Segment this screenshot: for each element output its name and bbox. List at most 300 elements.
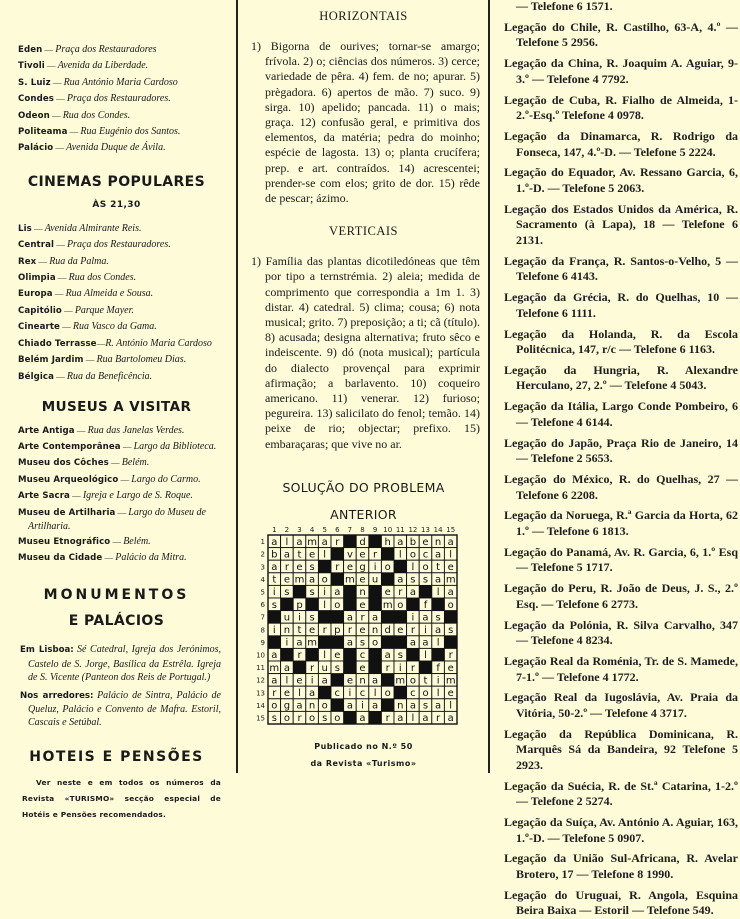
grid-black-cell <box>306 598 319 611</box>
grid-letter: m <box>269 662 280 674</box>
section-heading: MONUMENTOS <box>43 587 190 604</box>
grid-letter: i <box>323 587 327 599</box>
grid-letter: l <box>285 536 289 548</box>
grid-black-cell <box>281 648 294 661</box>
legacao-entry: Legação da Polónia, R. Silva Carvalho, 347 — Telefone 4 8234. <box>504 617 738 648</box>
grid-black-cell <box>444 611 457 624</box>
grid-letter: u <box>371 574 379 586</box>
grid-letter: r <box>284 562 289 574</box>
grid-col-number: 2 <box>284 526 290 534</box>
grid-letter: s <box>271 713 277 725</box>
grid-black-cell <box>344 711 357 724</box>
grid-col-number: 13 <box>421 526 430 534</box>
grid-letter: e <box>359 599 366 611</box>
grid-letter: r <box>297 650 302 662</box>
list-item: Bélgica — Rua da Beneficência. <box>18 370 153 382</box>
grid-letter: a <box>271 675 278 687</box>
grid-letter: o <box>409 675 416 687</box>
grid-letter: c <box>410 688 416 700</box>
grid-letter: l <box>323 650 327 662</box>
grid-letter: a <box>346 700 353 712</box>
grid-letter: a <box>409 637 416 649</box>
session-time: ÀS 21,30 <box>92 199 141 210</box>
legacao-entry: Legação da Holanda, R. da Escola Politécnica, 147, r/c — Telefone 6 1163. <box>504 326 738 357</box>
list-item: Condes — Praça dos Restauradores. <box>18 93 171 105</box>
solucao-heading: ANTERIOR <box>330 506 397 522</box>
grid-letter: r <box>335 562 340 574</box>
list-item: Olimpia — Rua dos Condes. <box>18 272 137 284</box>
grid-letter: t <box>272 574 277 586</box>
legacao-entry: Legação do Uruguai, R. Angola, Esquina Beira Baixa — Estoril — Telefone 549. <box>504 887 738 918</box>
grid-row-number: 11 <box>256 664 265 673</box>
grid-letter: l <box>298 688 301 700</box>
grid-letter: e <box>283 688 290 700</box>
grid-letter: a <box>435 574 442 586</box>
legacao-entry: Legação da Grécia, R. do Quelhas, 10 — Telefone 6 1111. <box>504 290 738 320</box>
grid-letter: a <box>309 574 316 586</box>
grid-letter: a <box>409 700 416 712</box>
grid-row-number: 2 <box>260 550 265 559</box>
legacao-entry: Legação da República Dominicana, R. Marquês Sá da Bandeira, 92 Telefone 5 2923. <box>504 726 738 772</box>
grid-letter: i <box>310 675 314 687</box>
list-item: Arte Contemporânea — Largo da Biblioteca. <box>18 441 217 453</box>
grid-black-cell <box>432 648 445 661</box>
list-item: S. Luiz — Rua António Maria Cardoso <box>18 76 178 88</box>
list-item: Rex — Rua da Palma. <box>18 255 109 267</box>
grid-letter: n <box>308 700 316 712</box>
grid-letter: r <box>360 612 365 624</box>
legacao-entry: Legação da Noruega, R.ª Garcia da Horta, 62 1.º — Telefone 6 1813. <box>504 508 738 538</box>
list-item: Museu Arqueológico — Largo do Carmo. <box>18 473 201 485</box>
grid-letter: e <box>283 574 290 586</box>
list-item: Belém Jardim — Rua Bartolomeu Dias. <box>18 354 187 366</box>
grid-letter: a <box>447 536 454 548</box>
list-item: Capitólio — Parque Mayer. <box>18 304 134 316</box>
grid-letter: r <box>448 650 453 662</box>
grid-black-cell <box>318 636 331 649</box>
grid-black-cell <box>344 661 357 674</box>
grid-letter: t <box>297 625 302 637</box>
grid-letter: i <box>298 612 301 624</box>
grid-letter: r <box>410 662 415 674</box>
grid-letter: p <box>334 625 341 637</box>
grid-letter: e <box>359 574 366 586</box>
grid-letter: r <box>335 536 340 548</box>
grid-letter: t <box>436 562 441 574</box>
grid-letter: a <box>397 536 404 548</box>
grid-black-cell <box>381 611 394 624</box>
legacao-entry: Legação do Peru, R. João de Deus, J. S., 2.º Esq. — Telefone 6 2773. <box>504 581 738 611</box>
grid-letter: r <box>398 587 403 599</box>
list-item: Museu de Artilharia — Largo do Museu de Artilharia. <box>18 506 206 532</box>
grid-black-cell <box>268 611 281 624</box>
grid-row-number: 14 <box>256 701 265 710</box>
grid-col-number: 9 <box>372 526 378 534</box>
grid-letter: a <box>321 536 328 548</box>
grid-letter: u <box>321 662 328 674</box>
grid-letter: a <box>346 637 353 649</box>
grid-letter: p <box>296 599 303 611</box>
legacao-entry: Legação do Japão, Praça Rio de Janeiro, 14 — Telefone 2 5653. <box>504 435 738 466</box>
grid-letter: a <box>372 612 379 624</box>
grid-letter: b <box>271 549 278 561</box>
grid-letter: f <box>436 662 440 674</box>
grid-letter: c <box>359 650 366 662</box>
grid-letter: i <box>348 688 352 700</box>
grid-row-number: 13 <box>256 689 265 698</box>
grid-col-number: 4 <box>309 526 315 534</box>
grid-letter: o <box>384 688 391 700</box>
grid-letter: a <box>296 637 303 649</box>
grid-letter: a <box>372 700 379 712</box>
list-item: Eden — Praça dos Restauradores <box>18 44 157 55</box>
grid-letter: o <box>422 562 429 574</box>
grid-letter: o <box>309 713 316 725</box>
cinemas-list <box>0 42 233 157</box>
grid-letter: m <box>445 675 456 687</box>
grid-row-number: 9 <box>260 638 265 647</box>
grid-letter: l <box>398 549 402 561</box>
list-item: Museu da Cidade — Palácio da Mitra. <box>18 551 187 563</box>
grid-black-cell <box>419 585 432 598</box>
grid-letter: e <box>447 662 454 674</box>
grid-col-number: 10 <box>383 526 393 534</box>
grid-letter: i <box>272 587 276 599</box>
grid-letter: m <box>382 599 393 611</box>
grid-black-cell <box>344 585 357 598</box>
column-divider <box>488 0 490 773</box>
grid-black-cell <box>381 636 394 649</box>
grid-black-cell <box>306 648 319 661</box>
grid-black-cell <box>331 674 344 687</box>
grid-letter: o <box>447 599 454 611</box>
grid-letter: s <box>397 650 403 662</box>
grid-letter: s <box>448 625 454 637</box>
grid-black-cell <box>318 560 331 573</box>
grid-letter: a <box>296 700 303 712</box>
grid-letter: o <box>283 713 290 725</box>
grid-letter: e <box>296 675 303 687</box>
grid-letter: u <box>283 612 291 624</box>
grid-letter: e <box>397 625 404 637</box>
grid-row-number: 8 <box>260 626 265 635</box>
grid-black-cell <box>318 611 331 624</box>
monumentos-lisboa: Em Lisboa: Sé Catedral, Igreja dos Jerónimos, Castelo de S. Jorge, Basílica da Estrêla. Igreja de S. Vicente (Panteon dos Reis de Portugal.) <box>20 644 221 684</box>
grid-letter: r <box>322 625 327 637</box>
grid-letter: o <box>271 700 278 712</box>
grid-letter: i <box>361 700 364 712</box>
grid-letter: a <box>372 675 379 687</box>
grid-letter: a <box>283 662 290 674</box>
list-item: Museu Etnográfico — Belém. <box>18 535 151 547</box>
grid-black-cell <box>407 648 420 661</box>
grid-letter: r <box>385 662 390 674</box>
legacao-entry: Legação do Chile, R. Castilho, 63-A, 4.º — Telefone 5 2956. <box>504 19 738 50</box>
grid-letter: a <box>447 713 454 725</box>
horizontais-clues: 1) Bigorna de ourives; tornar-se amargo; frívola. 2) o; ciências dos números. 3) cerce; variedade de pêra. 4) fem. de no; apurar. 5) prègadora. 6) apertos de mão. 7) suco. 9) sirga. 10) apelido; pancada. 11) o mais; graça. 12) confusão geral, e primitiva dos elementos, da matéria; pedra do moinho; espécie de lagosta. 13) o; planta crucífera; prep. e art. contraídos. 14) acrescentei; prender-se com elos; grito de dor. 15) rêde de pescar; ázimo. <box>251 39 480 206</box>
grid-letter: m <box>445 574 456 586</box>
grid-black-cell <box>331 548 344 561</box>
grid-letter: e <box>384 587 391 599</box>
grid-row-number: 12 <box>256 676 265 685</box>
grid-row-number: 6 <box>260 601 265 610</box>
grid-letter: a <box>309 688 316 700</box>
grid-letter: i <box>272 625 276 637</box>
grid-black-cell <box>444 636 457 649</box>
crossword-grid-svg <box>256 521 466 725</box>
section-heading: HOTEIS E PENSÕES <box>29 748 204 765</box>
list-item: Central — Praça dos Restauradores. <box>18 239 171 251</box>
grid-letter: l <box>436 587 440 599</box>
grid-black-cell <box>369 711 382 724</box>
grid-col-number: 3 <box>297 526 302 534</box>
grid-letter: g <box>283 700 291 712</box>
grid-black-cell <box>432 598 445 611</box>
grid-letter: o <box>384 562 391 574</box>
grid-row-number: 1 <box>260 538 265 547</box>
grid-letter: s <box>322 713 328 725</box>
section-heading: E PALÁCIOS <box>68 613 165 630</box>
grid-letter: s <box>309 612 315 624</box>
right-column <box>494 0 740 918</box>
grid-black-cell <box>381 699 394 712</box>
grid-row-number: 5 <box>260 588 265 597</box>
grid-letter: s <box>435 612 441 624</box>
grid-letter: i <box>373 562 377 574</box>
grid-black-cell <box>344 535 357 548</box>
monumentos-arredores: Nos arredores: Palácio de Sintra, Palácio de Queluz, Palácio e Convento de Mafra. Estoril, Cascais e Setúbal. <box>20 689 221 729</box>
solucao-heading: SOLUÇÃO DO PROBLEMA <box>282 479 445 495</box>
grid-letter: b <box>409 536 417 548</box>
legacao-entry: Legação da União Sul-Africana, R. Avelar Brotero, 17 — Telefone 8 1990. <box>504 851 738 881</box>
grid-black-cell <box>331 611 344 624</box>
grid-letter: o <box>321 700 328 712</box>
published-line: Publicado no N.º 50 <box>314 742 413 751</box>
grid-black-cell <box>293 585 306 598</box>
grid-col-number: 15 <box>446 526 456 534</box>
grid-col-number: 7 <box>347 526 353 534</box>
legacao-entry: Legação Real da Roménia, Tr. de S. Mamede, 7-1.º — Telefone 4 1772. <box>504 654 738 684</box>
legacoes-list <box>494 0 740 919</box>
grid-black-cell <box>419 661 432 674</box>
grid-letter: i <box>398 662 402 674</box>
grid-letter: l <box>449 700 453 712</box>
grid-letter: m <box>395 675 406 687</box>
grid-letter: a <box>422 713 429 725</box>
grid-letter: s <box>410 574 416 586</box>
verticais-clues: 1) Família das plantas dicotiledóneas que têm por tipo a ternstrémia. 2) aleia; medida de comprimento que correspondia a 1m 1. 3) distar. 4) catedral. 5) clima; cousa; 6) nota musical; grito. 7) preposição; a ti; cã (título). 8) acusada; designa alternativa; fruto sêco e indeiscente. 9) dó (nota musical); partícula do dialecto provençal para exprimir afirmação; a barlavento. 10) coqueiro americano. 11) venerar. 12) furioso; pegureira. 13) salicilato do fenol; temão. 14) peixe de rio; objectar; prefixo. 15) embaraçaras; que vive no ar. <box>251 254 480 451</box>
grid-letter: a <box>359 713 366 725</box>
grid-col-number: 12 <box>408 526 418 534</box>
grid-letter: m <box>307 536 317 548</box>
grid-black-cell <box>268 636 281 649</box>
grid-black-cell <box>369 598 382 611</box>
grid-letter: e <box>334 650 341 662</box>
list-item: Tivoli — Avenida da Liberdade. <box>18 60 149 72</box>
middle-column <box>241 0 486 773</box>
grid-letter: e <box>359 549 366 561</box>
grid-black-cell <box>381 573 394 586</box>
legacao-entry: Legação do México, R. do Quelhas, 27 — Telefone 6 2208. <box>504 472 738 502</box>
legacao-entry: Legação dos Estados Unidos da América, R. Sacramento (à Lapa), 18 — Telefone 6 2131. <box>504 201 738 247</box>
grid-letter: s <box>309 562 315 574</box>
grid-letter: g <box>359 562 366 574</box>
grid-col-number: 11 <box>395 526 405 534</box>
grid-letter: l <box>449 549 453 561</box>
grid-letter: a <box>384 650 391 662</box>
grid-letter: r <box>272 688 277 700</box>
grid-letter: e <box>309 625 316 637</box>
grid-letter: a <box>271 650 278 662</box>
grid-black-cell <box>394 611 407 624</box>
grid-letter: a <box>435 549 442 561</box>
grid-black-cell <box>331 636 344 649</box>
grid-letter: s <box>359 637 366 649</box>
grid-letter: r <box>373 549 378 561</box>
grid-letter: s <box>422 574 429 586</box>
legacao-entry: Legação da Suíça, Av. António A. Aguiar, 163, 1.º-D. — Telefone 5 0907. <box>504 815 738 845</box>
grid-black-cell <box>369 585 382 598</box>
grid-letter: n <box>434 536 442 548</box>
cinemas-populares-list <box>0 221 233 385</box>
grid-letter: h <box>384 536 391 548</box>
grid-black-cell <box>344 598 357 611</box>
grid-letter: r <box>347 625 352 637</box>
grid-letter: f <box>423 599 428 611</box>
grid-letter: i <box>436 675 440 687</box>
grid-letter: n <box>397 700 404 712</box>
grid-letter: a <box>397 713 404 725</box>
legacao-entry: Legação de Cuba, R. Fialho de Almeida, 1-2.º-Esq.º Telefone 4 0978. <box>504 92 738 123</box>
grid-letter: a <box>346 612 353 624</box>
grid-letter: o <box>397 599 404 611</box>
grid-black-cell <box>281 598 294 611</box>
grid-letter: a <box>422 637 429 649</box>
list-item: Arte Sacra — Igreja e Largo de S. Roque. <box>18 490 193 502</box>
grid-letter: r <box>310 662 315 674</box>
list-item: Arte Antiga — Rua das Janelas Verdes. <box>18 424 185 436</box>
grid-black-cell <box>318 686 331 699</box>
legacao-entry: Legação da França, R. Santos-o-Velho, 5 — Telefone 6 4143. <box>504 253 738 284</box>
grid-black-cell <box>293 661 306 674</box>
grid-letter: l <box>436 637 440 649</box>
grid-letter: e <box>447 688 454 700</box>
grid-letter: l <box>285 675 289 687</box>
grid-letter: o <box>409 549 416 561</box>
grid-black-cell <box>381 674 394 687</box>
legacao-entry: Legação da Dinamarca, R. Rodrigo da Fonseca, 147, 4.º-D. — Telefone 5 2224. <box>504 129 738 159</box>
list-item: Europa — Rua Almeida e Sousa. <box>18 288 154 300</box>
grid-letter: l <box>373 688 377 700</box>
grid-black-cell <box>331 573 344 586</box>
list-item: Cinearte — Rua Vasco da Gama. <box>18 321 157 333</box>
grid-row-number: 4 <box>260 575 265 584</box>
legacao-entry: — Telefone 6 1571. <box>516 0 613 13</box>
grid-black-cell <box>394 636 407 649</box>
grid-letter: e <box>346 675 353 687</box>
grid-col-number: 5 <box>322 526 327 534</box>
legacao-entry: Legação da Hungria, R. Alexandre Herculano, 27, 2.º — Telefone 4 5043. <box>504 362 738 393</box>
grid-letter: c <box>422 549 429 561</box>
grid-letter: i <box>424 625 427 637</box>
grid-letter: a <box>334 587 341 599</box>
grid-row-number: 7 <box>260 613 265 622</box>
grid-row-number: 3 <box>260 563 265 572</box>
list-item: Politeama — Rua Eugénio dos Santos. <box>18 126 181 138</box>
grid-letter: m <box>307 637 317 649</box>
grid-black-cell <box>369 535 382 548</box>
grid-letter: a <box>447 587 454 599</box>
legacao-entry: Legação da Itália, Largo Conde Pombeiro, 6 — Telefone 4 6144. <box>504 399 738 429</box>
grid-black-cell <box>407 598 420 611</box>
grid-letter: l <box>411 562 415 574</box>
section-heading: CINEMAS POPULARES <box>27 173 206 190</box>
grid-letter: n <box>283 625 291 637</box>
grid-letter: s <box>284 587 290 599</box>
grid-black-cell <box>394 560 407 573</box>
grid-letter: s <box>271 599 277 611</box>
grid-row-number: 10 <box>256 651 265 660</box>
grid-letter: l <box>424 650 427 662</box>
grid-letter: l <box>323 599 327 611</box>
grid-letter: i <box>411 612 415 624</box>
grid-letter: d <box>384 625 391 637</box>
grid-letter: e <box>309 549 316 561</box>
grid-letter: a <box>435 700 442 712</box>
grid-letter: o <box>372 637 379 649</box>
grid-letter: r <box>297 713 302 725</box>
museus-list <box>0 423 233 566</box>
legacao-entry: Legação do Panamá, Av. R. Garcia, 6, 1.º Esq — Telefone 5 1717. <box>504 544 738 575</box>
grid-letter: o <box>321 574 328 586</box>
grid-letter: o <box>422 688 429 700</box>
grid-letter: l <box>323 549 327 561</box>
list-item: Palácio — Avenida Duque de Ávila. <box>18 142 166 154</box>
horizontais-heading: HORIZONTAIS <box>319 9 408 23</box>
legacao-entry: Legação da Suécia, R. de St.ª Catarina, 1-2.º — Telefone 2 5274. <box>504 778 738 809</box>
grid-letter: s <box>422 700 429 712</box>
hoteis-note: Ver neste e em todos os números da Revista «TURISMO» secção especial de Hotéis e Pensões recomendados. <box>22 777 221 819</box>
grid-letter: c <box>359 688 366 700</box>
grid-letter: s <box>334 662 340 674</box>
grid-letter: a <box>422 612 429 624</box>
published-line: da Revista «Turismo» <box>310 759 417 768</box>
grid-letter: a <box>283 549 290 561</box>
grid-col-number: 1 <box>272 526 277 534</box>
legacao-entry: Legação da China, R. Joaquim A. Aguiar, 9-3.º — Telefone 4 7792. <box>504 56 738 86</box>
grid-letter: a <box>271 562 278 574</box>
grid-letter: o <box>334 599 341 611</box>
grid-letter: n <box>359 675 366 687</box>
list-item: Museu dos Côches — Belém. <box>18 457 150 469</box>
grid-letter: a <box>397 574 404 586</box>
grid-letter: t <box>297 549 302 561</box>
section-heading: MUSEUS A VISITAR <box>41 398 192 415</box>
grid-letter: d <box>359 536 366 548</box>
grid-letter: e <box>359 625 366 637</box>
list-item: Chiado Terrasse—R. António Maria Cardoso <box>18 337 212 349</box>
grid-black-cell <box>344 648 357 661</box>
grid-letter: i <box>285 637 289 649</box>
grid-letter: l <box>436 688 440 700</box>
column-divider <box>236 0 238 773</box>
grid-letter: n <box>371 625 379 637</box>
grid-row-number: 15 <box>256 714 265 723</box>
grid-letter: r <box>410 625 415 637</box>
crossword-solution-grid <box>256 521 466 725</box>
grid-letter: a <box>321 675 328 687</box>
list-item: Lis — Avenida Almirante Reis. <box>18 222 142 234</box>
